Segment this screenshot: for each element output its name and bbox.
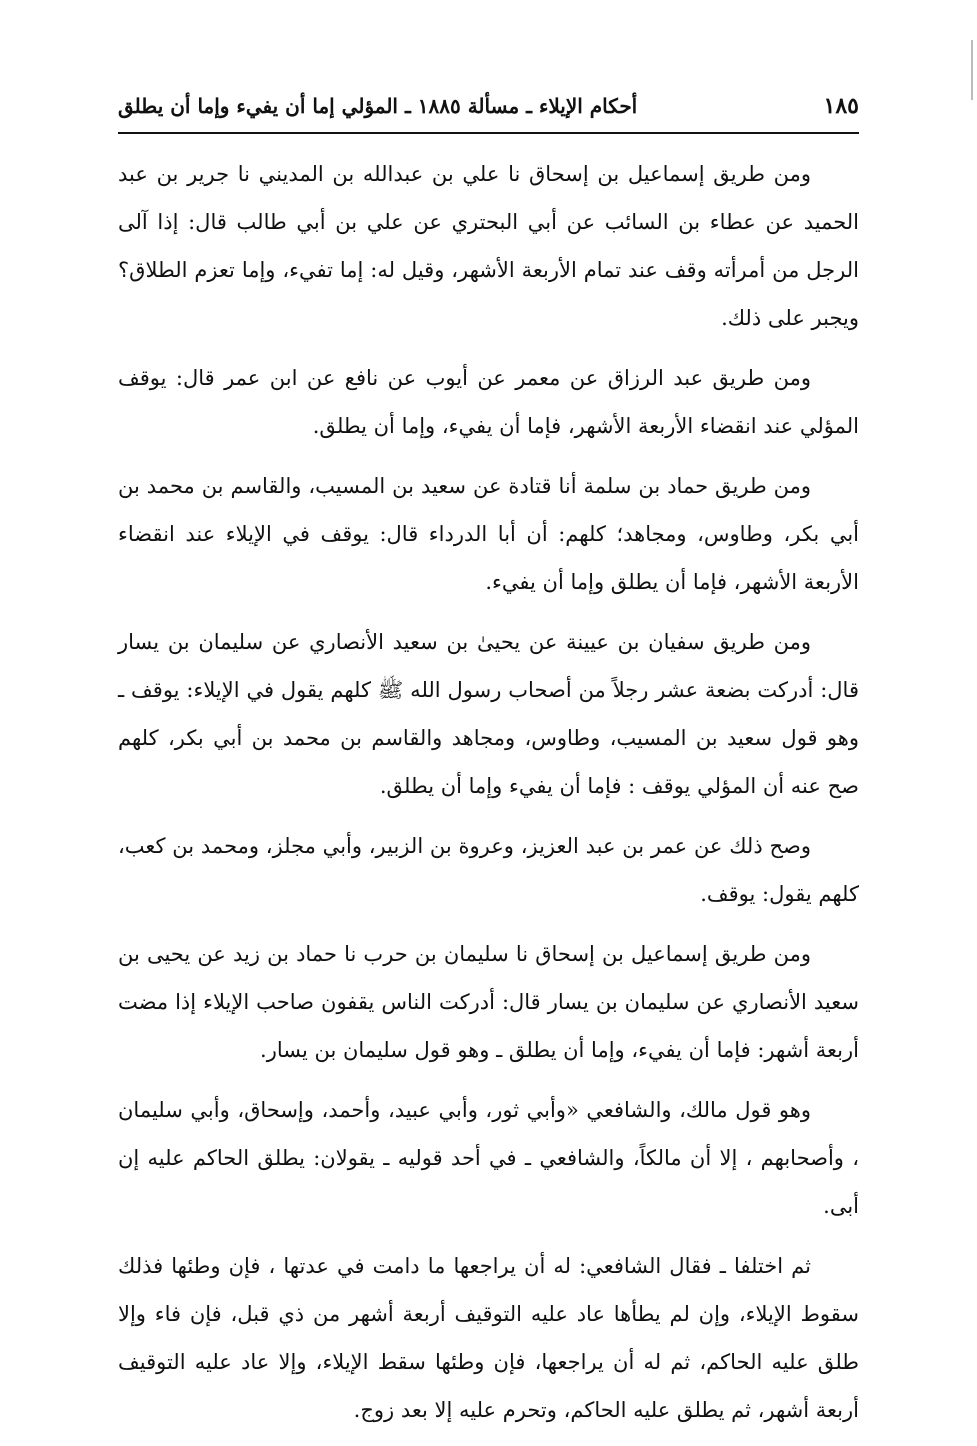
scan-edge-mark (971, 40, 973, 100)
page-number: ١٨٥ (823, 93, 859, 119)
paragraph: ثم اختلفا ـ فقال الشافعي: له أن يراجعها ما دامت في عدتها ، فإن وطئها فذلك سقوط الإيلاء، وإن لم يطأها عاد عليه التوقيف أربعة أشهر من ذي قبل، فإن فاء وإلا طلق عليه الحاكم، ثم له أن يراجعها، فإن وطئها سقط الإيلاء، وإلا عاد عليه التوقيف أربعة أشهر، ثم يطلق عليه الحاكم، وتحرم عليه إلا بعد زوج. (118, 1254, 859, 1422)
paragraph: وصح ذلك عن عمر بن عبد العزيز، وعروة بن الزبير، وأبي مجلز، ومحمد بن كعب، كلهم يقول: يوقف. (118, 834, 859, 906)
paragraph: وهو قول مالك، والشافعي «وأبي ثور، وأبي عبيد، وأحمد، وإسحاق، وأبي سليمان ، وأصحابهم ، إلا أن مالكاً، والشافعي ـ في أحد قوليه ـ يقولان: يطلق الحاكم عليه إن أبى. (118, 1098, 859, 1218)
paragraph: ومن طريق إسماعيل بن إسحاق نا سليمان بن حرب نا حماد بن زيد عن يحيى بن سعيد الأنصاري عن سليمان بن يسار قال: أدركت الناس يقفون صاحب الإيلاء إذا مضت أربعة أشهر: فإما أن يفيء، وإما أن يطلق ـ وهو قول سليمان بن يسار. (118, 942, 859, 1062)
body-text (118, 150, 859, 1446)
paragraph: ومن طريق سفيان بن عيينة عن يحيىٰ بن سعيد الأنصاري عن سليمان بن يسار قال: أدركت بضعة عشر رجلاً من أصحاب رسول الله ﷺ كلهم يقول في الإيلاء: يوقف ـ وهو قول سعيد بن المسيب، وطاوس، ومجاهد والقاسم بن محمد بن أبي بكر، كلهم صح عنه أن المؤلي يوقف : فإما أن يفيء وإما أن يطلق. (118, 630, 859, 798)
paragraph: ومن طريق حماد بن سلمة أنا قتادة عن سعيد بن المسيب، والقاسم بن محمد بن أبي بكر، وطاوس، ومجاهد؛ كلهم: أن أبا الدرداء قال: يوقف في الإيلاء عند انقضاء الأربعة الأشهر، فإما أن يطلق وإما أن يفيء. (118, 474, 859, 594)
paragraph: ومن طريق إسماعيل بن إسحاق نا علي بن عبدالله بن المديني نا جرير بن عبد الحميد عن عطاء بن السائب عن أبي البحتري عن علي بن أبي طالب قال: إذا آلى الرجل من أمرأته وقف عند تمام الأربعة الأشهر، وقيل له: إما تفيء، وإما تعزم الطلاق؟ ويجبر على ذلك. (118, 162, 859, 330)
running-title: أحكام الإيلاء ـ مسألة ١٨٨٥ ـ المؤلي إما أن يفيء وإما أن يطلق (118, 94, 638, 118)
page-header (118, 86, 859, 134)
paragraph: ومن طريق عبد الرزاق عن معمر عن أيوب عن نافع عن ابن عمر قال: يوقف المؤلي عند انقضاء الأربعة الأشهر، فإما أن يفيء، وإما أن يطلق. (118, 366, 859, 438)
